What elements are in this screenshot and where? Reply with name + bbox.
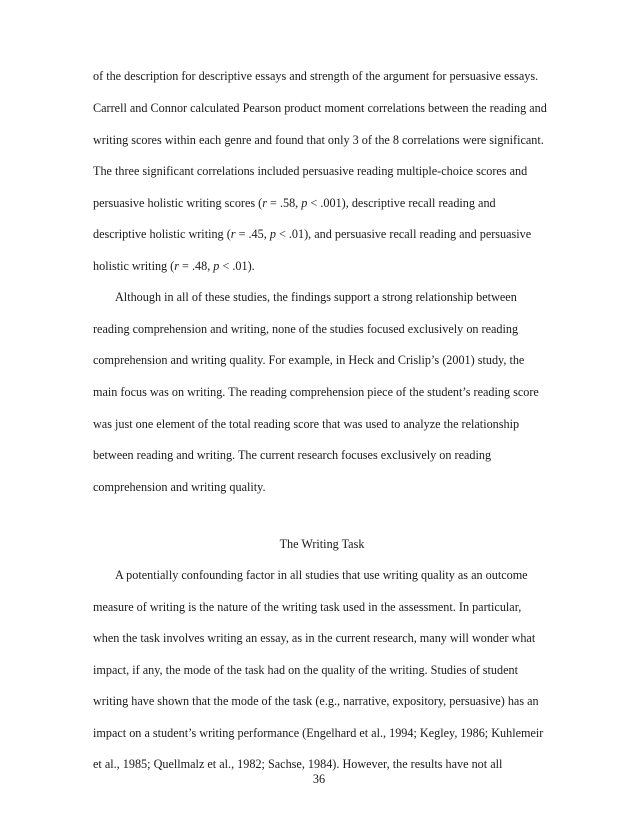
text-line: impact on a student’s writing performance (Engelhard et al., 1994; Kegley, 1986; Kuhlemeir — [93, 726, 544, 740]
page-number: 36 — [312, 772, 326, 786]
text-line: Carrell and Connor calculated Pearson product moment correlations between the reading and — [93, 101, 547, 115]
text-line: was just one element of the total reading score that was used to analyze the relationship — [93, 417, 520, 431]
text-line: Although in all of these studies, the findings support a strong relationship between — [115, 290, 517, 304]
text-line: descriptive holistic writing (r = .45, p < .01), and persuasive recall reading and persuasive — [93, 227, 532, 241]
text-line: writing have shown that the mode of the task (e.g., narrative, expository, persuasive) has an — [93, 694, 539, 708]
text-line: comprehension and writing quality. — [93, 480, 266, 494]
text-line: reading comprehension and writing, none of the studies focused exclusively on reading — [93, 322, 519, 336]
text-line: comprehension and writing quality. For example, in Heck and Crislip’s (2001) study, the — [93, 353, 525, 367]
text-line: persuasive holistic writing scores (r = .58, p < .001), descriptive recall reading and — [93, 196, 496, 210]
text-line: main focus was on writing. The reading comprehension piece of the student’s reading score — [93, 385, 539, 399]
text-line: et al., 1985; Quellmalz et al., 1982; Sachse, 1984). However, the results have not all — [93, 757, 503, 771]
text-line: measure of writing is the nature of the writing task used in the assessment. In particular, — [93, 600, 522, 614]
text-line: between reading and writing. The current research focuses exclusively on reading — [93, 448, 492, 462]
text-line: impact, if any, the mode of the task had on the quality of the writing. Studies of student — [93, 663, 519, 677]
text-line: The three significant correlations included persuasive reading multiple-choice scores and — [93, 164, 528, 178]
text-line: A potentially confounding factor in all studies that use writing quality as an outcome — [115, 568, 528, 582]
text-line: holistic writing (r = .48, p < .01). — [93, 259, 255, 273]
section-heading: The Writing Task — [279, 537, 365, 551]
text-line: when the task involves writing an essay, as in the current research, many will wonder what — [93, 631, 536, 645]
text-line: writing scores within each genre and found that only 3 of the 8 correlations were significant. — [93, 133, 544, 147]
text-line: of the description for descriptive essays and strength of the argument for persuasive essays. — [93, 69, 539, 83]
